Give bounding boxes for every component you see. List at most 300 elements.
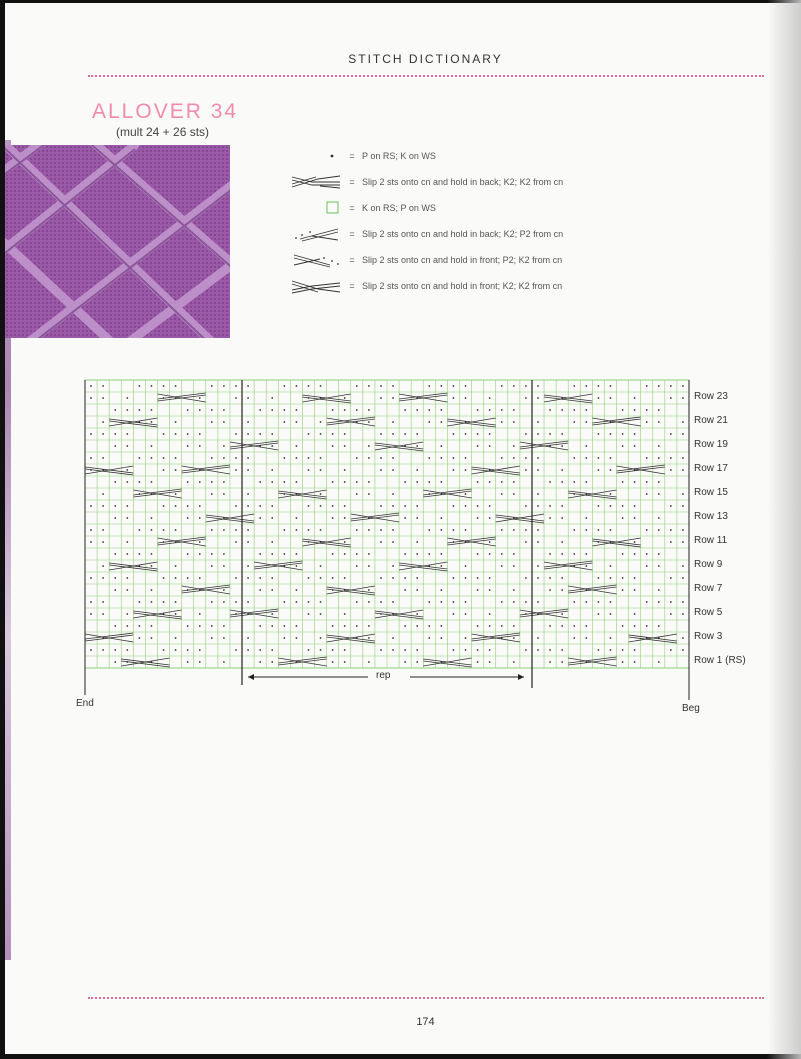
purl-dot — [453, 601, 455, 603]
purl-dot — [477, 661, 479, 663]
purl-dot — [416, 409, 418, 411]
purl-dot — [271, 577, 273, 579]
purl-dot — [585, 445, 587, 447]
arrowhead-right-icon — [518, 674, 524, 680]
row-label: Row 13 — [694, 511, 728, 522]
purl-dot — [416, 577, 418, 579]
purl-dot — [187, 433, 189, 435]
purl-dot — [537, 397, 539, 399]
purl-dot — [271, 505, 273, 507]
purl-dot — [404, 409, 406, 411]
purl-dot — [585, 481, 587, 483]
row-label: Row 21 — [694, 415, 728, 426]
purl-dot — [126, 517, 128, 519]
purl-dot — [610, 649, 612, 651]
purl-dot — [670, 541, 672, 543]
purl-dot — [344, 409, 346, 411]
purl-dot — [271, 613, 273, 615]
purl-dot — [392, 541, 394, 543]
row-label: Row 23 — [694, 391, 728, 402]
purl-dot — [175, 637, 177, 639]
purl-dot — [392, 529, 394, 531]
end-label: End — [76, 698, 94, 709]
purl-dot — [283, 385, 285, 387]
purl-dot — [90, 397, 92, 399]
purl-dot — [428, 529, 430, 531]
purl-dot — [525, 541, 527, 543]
purl-dot — [561, 505, 563, 507]
purl-dot — [646, 601, 648, 603]
purl-dot — [549, 661, 551, 663]
purl-dot — [634, 433, 636, 435]
purl-dot — [368, 529, 370, 531]
purl-dot — [658, 661, 660, 663]
purl-dot — [404, 433, 406, 435]
purl-dot — [525, 529, 527, 531]
purl-dot — [296, 625, 298, 627]
purl-dot — [416, 625, 418, 627]
purl-dot — [585, 457, 587, 459]
purl-dot — [320, 637, 322, 639]
purl-dot — [283, 625, 285, 627]
purl-dot — [465, 637, 467, 639]
purl-dot — [259, 433, 261, 435]
purl-dot — [175, 529, 177, 531]
purl-dot — [658, 625, 660, 627]
purl-dot — [223, 637, 225, 639]
purl-dot — [585, 421, 587, 423]
purl-dot — [465, 493, 467, 495]
purl-dot — [211, 601, 213, 603]
purl-dot — [247, 469, 249, 471]
purl-dot — [682, 637, 684, 639]
purl-dot — [658, 457, 660, 459]
purl-dot — [477, 649, 479, 651]
purl-dot — [561, 649, 563, 651]
purl-dot — [380, 505, 382, 507]
purl-dot — [296, 457, 298, 459]
legend-row: = Slip 2 sts onto cn and hold in front; P2; K2 from cn — [280, 247, 640, 273]
purl-dot — [320, 601, 322, 603]
purl-dot — [271, 481, 273, 483]
purl-dot — [211, 493, 213, 495]
purl-dot — [199, 445, 201, 447]
purl-dot — [573, 601, 575, 603]
purl-dot — [211, 625, 213, 627]
purl-dot — [126, 481, 128, 483]
purl-dot — [223, 589, 225, 591]
row-label: Row 17 — [694, 463, 728, 474]
purl-dot — [573, 385, 575, 387]
purl-dot — [138, 481, 140, 483]
purl-dot — [549, 625, 551, 627]
purl-dot — [380, 649, 382, 651]
purl-dot — [235, 505, 237, 507]
purl-dot — [102, 649, 104, 651]
purl-dot — [682, 397, 684, 399]
purl-dot — [356, 529, 358, 531]
purl-dot — [428, 601, 430, 603]
purl-dot — [368, 601, 370, 603]
purl-dot — [308, 385, 310, 387]
purl-dot — [151, 565, 153, 567]
purl-dot — [332, 649, 334, 651]
purl-dot — [404, 577, 406, 579]
purl-dot — [247, 433, 249, 435]
purl-dot — [368, 553, 370, 555]
purl-dot — [598, 505, 600, 507]
purl-dot — [428, 409, 430, 411]
purl-dot — [573, 457, 575, 459]
purl-dot — [622, 625, 624, 627]
purl-dot — [163, 649, 165, 651]
purl-dot — [440, 529, 442, 531]
purl-dot — [320, 421, 322, 423]
row-label: Row 19 — [694, 439, 728, 450]
purl-dot — [163, 385, 165, 387]
purl-dot — [537, 565, 539, 567]
purl-dot — [622, 445, 624, 447]
purl-dot — [211, 553, 213, 555]
purl-dot — [477, 433, 479, 435]
purl-dot — [271, 589, 273, 591]
purl-dot — [320, 469, 322, 471]
purl-dot — [344, 505, 346, 507]
pattern-title: ALLOVER 34 — [92, 100, 239, 123]
purl-dot — [368, 421, 370, 423]
row-label: Row 5 — [694, 607, 723, 618]
purl-dot — [175, 421, 177, 423]
purl-dot — [296, 421, 298, 423]
purl-dot — [513, 637, 515, 639]
purl-dot — [428, 637, 430, 639]
purl-dot — [223, 409, 225, 411]
purl-dot — [428, 421, 430, 423]
purl-dot — [126, 553, 128, 555]
purl-dot — [187, 553, 189, 555]
purl-dot — [102, 613, 104, 615]
beg-label: Beg — [682, 703, 700, 714]
purl-dot — [646, 481, 648, 483]
purl-dot — [356, 409, 358, 411]
purl-dot — [308, 529, 310, 531]
purl-dot — [658, 385, 660, 387]
purl-dot — [380, 601, 382, 603]
purl-dot — [537, 601, 539, 603]
purl-dot — [598, 433, 600, 435]
purl-dot — [368, 637, 370, 639]
purl-dot — [489, 445, 491, 447]
legend-row: = P on RS; K on WS — [280, 143, 640, 169]
purl-dot — [247, 541, 249, 543]
purl-dot — [320, 565, 322, 567]
purl-dot — [561, 517, 563, 519]
purl-dot — [525, 649, 527, 651]
purl-dot — [271, 625, 273, 627]
purl-dot — [392, 457, 394, 459]
purl-dot — [151, 601, 153, 603]
purl-dot — [332, 409, 334, 411]
purl-dot — [126, 613, 128, 615]
purl-dot — [138, 553, 140, 555]
purl-dot — [501, 565, 503, 567]
purl-dot — [368, 589, 370, 591]
purl-dot — [646, 421, 648, 423]
purl-dot — [175, 493, 177, 495]
purl-dot — [175, 505, 177, 507]
purl-dot — [259, 505, 261, 507]
purl-dot — [211, 409, 213, 411]
purl-dot — [453, 529, 455, 531]
purl-dot — [163, 529, 165, 531]
purl-dot — [344, 517, 346, 519]
purl-dot — [598, 613, 600, 615]
purl-dot — [283, 421, 285, 423]
purl-dot — [634, 445, 636, 447]
purl-dot — [489, 481, 491, 483]
purl-dot — [501, 481, 503, 483]
purl-dot — [392, 565, 394, 567]
purl-dot — [247, 565, 249, 567]
purl-dot — [199, 505, 201, 507]
purl-dot — [271, 553, 273, 555]
purl-dot — [598, 385, 600, 387]
purl-dot — [380, 397, 382, 399]
purl-dot — [187, 661, 189, 663]
purl-dot — [525, 433, 527, 435]
purl-dot — [271, 445, 273, 447]
purl-dot — [392, 601, 394, 603]
purl-dot — [598, 469, 600, 471]
purl-dot — [465, 649, 467, 651]
purl-dot — [151, 385, 153, 387]
purl-dot — [537, 529, 539, 531]
purl-dot — [537, 649, 539, 651]
purl-dot — [126, 469, 128, 471]
purl-dot — [634, 577, 636, 579]
purl-dot — [114, 553, 116, 555]
purl-dot — [223, 421, 225, 423]
purl-dot — [199, 649, 201, 651]
purl-dot — [404, 517, 406, 519]
purl-dot — [247, 637, 249, 639]
purl-dot — [489, 505, 491, 507]
purl-dot — [477, 517, 479, 519]
purl-dot — [440, 589, 442, 591]
purl-dot — [428, 481, 430, 483]
purl-dot — [465, 601, 467, 603]
purl-dot — [151, 589, 153, 591]
purl-dot — [561, 613, 563, 615]
purl-dot — [392, 385, 394, 387]
purl-dot — [102, 541, 104, 543]
purl-dot — [175, 433, 177, 435]
purl-dot — [114, 661, 116, 663]
purl-dot — [646, 457, 648, 459]
purl-dot — [658, 529, 660, 531]
purl-dot — [211, 457, 213, 459]
purl-dot — [489, 625, 491, 627]
purl-dot — [296, 589, 298, 591]
purl-dot — [344, 397, 346, 399]
purl-dot — [525, 457, 527, 459]
purl-dot — [489, 433, 491, 435]
purl-dot — [501, 625, 503, 627]
purl-dot — [610, 565, 612, 567]
purl-dot — [368, 565, 370, 567]
purl-dot — [489, 397, 491, 399]
purl-dot — [598, 529, 600, 531]
purl-dot — [126, 409, 128, 411]
purl-dot — [247, 505, 249, 507]
purl-dot — [537, 493, 539, 495]
purl-dot — [610, 385, 612, 387]
purl-dot — [199, 613, 201, 615]
purl-dot — [453, 505, 455, 507]
purl-dot — [344, 541, 346, 543]
purl-dot — [163, 457, 165, 459]
purl-dot — [404, 589, 406, 591]
purl-dot — [114, 505, 116, 507]
purl-dot — [440, 409, 442, 411]
purl-dot — [682, 469, 684, 471]
purl-dot — [489, 613, 491, 615]
purl-dot — [308, 613, 310, 615]
purl-dot — [235, 649, 237, 651]
purl-dot — [549, 649, 551, 651]
purl-dot — [416, 649, 418, 651]
purl-dot — [332, 553, 334, 555]
purl-dot — [368, 625, 370, 627]
legend-row: = Slip 2 sts onto cn and hold in back; K2; P2 from cn — [280, 221, 640, 247]
purl-dot — [610, 601, 612, 603]
purl-dot — [404, 625, 406, 627]
purl-dot — [440, 457, 442, 459]
legend-row: = Slip 2 sts onto cn and hold in back; K2; K2 from cn — [280, 169, 640, 195]
purl-dot — [440, 385, 442, 387]
purl-dot — [477, 577, 479, 579]
purl-dot — [247, 529, 249, 531]
purl-dot — [90, 577, 92, 579]
purl-dot — [634, 481, 636, 483]
purl-dot — [404, 661, 406, 663]
purl-dot — [102, 493, 104, 495]
purl-dot — [356, 565, 358, 567]
purl-dot — [453, 385, 455, 387]
purl-dot — [501, 601, 503, 603]
purl-dot — [199, 661, 201, 663]
purl-dot — [356, 493, 358, 495]
purl-dot — [416, 469, 418, 471]
purl-dot — [380, 385, 382, 387]
purl-dot — [610, 505, 612, 507]
purl-dot — [416, 553, 418, 555]
purl-dot — [344, 649, 346, 651]
purl-dot — [537, 457, 539, 459]
purl-dot — [126, 505, 128, 507]
purl-dot — [211, 385, 213, 387]
purl-dot — [235, 577, 237, 579]
purl-dot — [344, 469, 346, 471]
purl-dot — [646, 565, 648, 567]
purl-dot — [235, 397, 237, 399]
purl-dot — [90, 385, 92, 387]
purl-dot — [513, 421, 515, 423]
purl-dot — [90, 457, 92, 459]
purl-dot — [356, 457, 358, 459]
purl-dot — [549, 553, 551, 555]
purl-dot — [296, 601, 298, 603]
purl-dot — [610, 529, 612, 531]
purl-dot — [392, 577, 394, 579]
purl-dot — [187, 505, 189, 507]
purl-dot — [392, 397, 394, 399]
purl-dot — [440, 517, 442, 519]
purl-dot — [537, 541, 539, 543]
purl-dot — [489, 409, 491, 411]
purl-dot — [561, 553, 563, 555]
purl-dot — [561, 409, 563, 411]
purl-dot — [271, 661, 273, 663]
purl-dot — [428, 457, 430, 459]
purl-dot — [392, 493, 394, 495]
purl-dot — [259, 661, 261, 663]
purl-dot — [585, 529, 587, 531]
purl-dot — [187, 409, 189, 411]
purl-dot — [634, 649, 636, 651]
purl-dot — [537, 637, 539, 639]
purl-dot — [271, 397, 273, 399]
purl-dot — [223, 625, 225, 627]
purl-dot — [416, 445, 418, 447]
purl-dot — [573, 409, 575, 411]
purl-dot — [404, 553, 406, 555]
purl-dot — [151, 481, 153, 483]
purl-dot — [549, 409, 551, 411]
purl-dot — [465, 385, 467, 387]
purl-dot — [561, 481, 563, 483]
purl-dot — [646, 553, 648, 555]
purl-dot — [465, 613, 467, 615]
purl-dot — [102, 577, 104, 579]
purl-dot — [187, 625, 189, 627]
purl-dot — [598, 649, 600, 651]
purl-dot — [392, 649, 394, 651]
purl-dot — [622, 553, 624, 555]
legend-text: Slip 2 sts onto cn and hold in front; K2; K2 from cn — [362, 281, 563, 291]
purl-dot — [561, 625, 563, 627]
purl-dot — [573, 529, 575, 531]
purl-dot — [296, 385, 298, 387]
purl-dot — [477, 445, 479, 447]
purl-dot — [622, 433, 624, 435]
purl-dot — [537, 469, 539, 471]
purl-dot — [453, 577, 455, 579]
purl-dot — [199, 517, 201, 519]
purl-dot — [513, 445, 515, 447]
purl-dot — [610, 493, 612, 495]
purl-dot — [489, 541, 491, 543]
purl-dot — [308, 457, 310, 459]
purl-dot — [187, 577, 189, 579]
purl-dot — [283, 481, 285, 483]
purl-dot — [392, 637, 394, 639]
purl-dot — [465, 529, 467, 531]
purl-dot — [126, 397, 128, 399]
purl-dot — [622, 505, 624, 507]
purl-dot — [199, 397, 201, 399]
purl-dot — [151, 517, 153, 519]
